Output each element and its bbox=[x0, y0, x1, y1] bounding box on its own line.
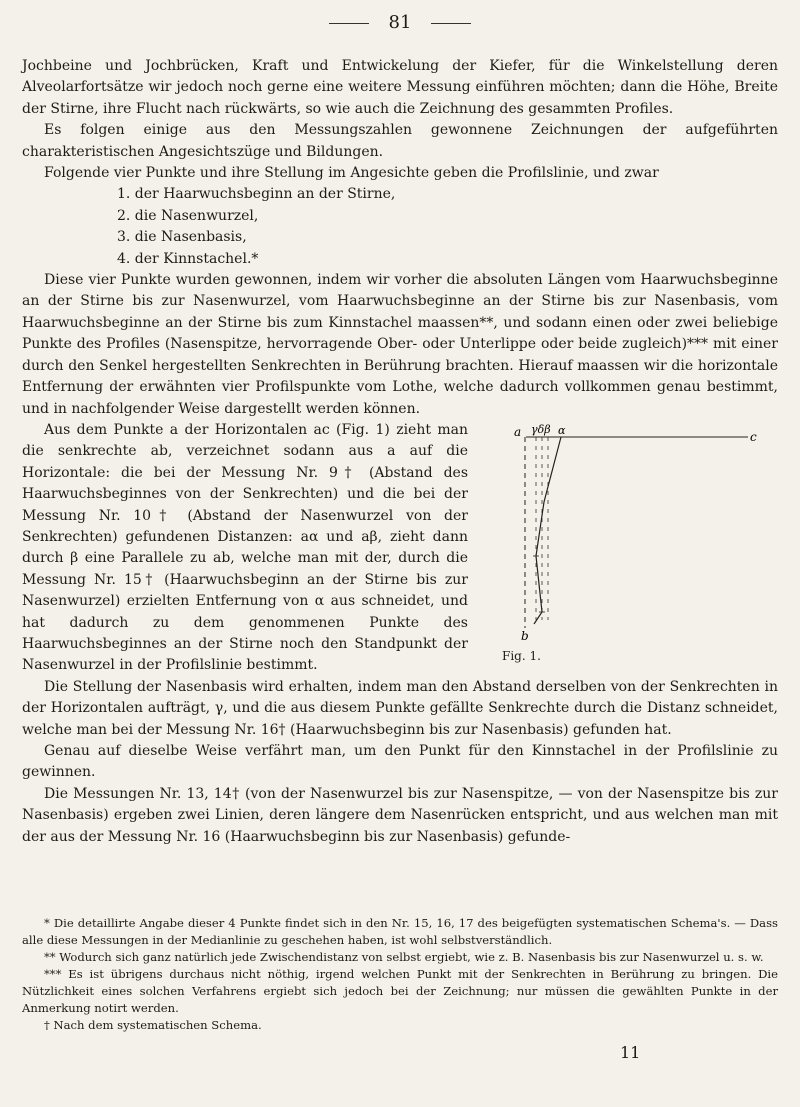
paragraph-1: Jochbeine und Jochbrücken, Kraft und Entwickelung der Kiefer, für die Winkelstellung deren Alveolarfortsätze wir jedoch noch gerne eine weitere Messung einführen möchten; dann die Höhe, Breite der Stirne, ihre Flucht nach rückwärts, so wie auch die Zeichnung des gesammten Profiles. bbox=[22, 58, 778, 117]
footnote: * Die detaillirte Angabe dieser 4 Punkte findet sich in den Nr. 15, 16, 17 des beigefügten systematischen Schema's. — Dass alle diese Messungen in der Medianlinie zu geschehen haben, ist wohl selbstverständlich. bbox=[22, 916, 778, 947]
paragraph-6: Die Stellung der Nasenbasis wird erhalten, indem man den Abstand derselben von der Senkrechten in der Horizontalen aufträgt, γ, und die aus diesem Punkte gefällte Senkrechte durch die Distanz schneidet, welche man bei der Messung Nr. 16† (Haarwuchsbeginn bis zur Nasenbasis) gefunden hat. bbox=[22, 678, 778, 738]
page-header bbox=[0, 12, 800, 33]
footnotes bbox=[22, 915, 778, 1034]
main-text bbox=[22, 56, 778, 848]
profile-line bbox=[534, 437, 561, 624]
page-number: 81 bbox=[388, 12, 412, 33]
label-a: a bbox=[514, 424, 522, 439]
label-b: b bbox=[521, 628, 529, 642]
paragraph-4: Diese vier Punkte wurden gewonnen, indem wir vorher die absoluten Längen vom Haarwuchsbeginne an der Stirne bis zur Nasenwurzel, vom Haarwuchsbeginne an der Stirne bis zur Nasenbasis, vom Haarwuchsbeginne an der Stirne bis zum Kinnstachel maassen**, und sodann einen oder zwei beliebige Punkte des Profiles (Nasenspitze, hervorragende Ober- oder Unterlippe oder beide zugleich)*** mit einer durch den Senkel hergestellten Senkrechten in Berührung brachten. Hierauf maassen wir die horizontale Entfernung der erwähnten vier Profilspunkte vom Lothe, welche dadurch vollkommen genau bestimmt, und in nachfolgender Weise dargestellt werden können. bbox=[22, 272, 778, 417]
list-item: 4. der Kinnstachel.* bbox=[117, 250, 259, 267]
label-c: c bbox=[750, 429, 757, 444]
footnote: *** Es ist übrigens durchaus nicht nöthig, irgend welchen Punkt mit der Senkrechten in Berührung zu bringen. Die Nützlichkeit eines solchen Verfahrens ergiebt sich jedoch bei der Zeichnung; nur müssen die gewählten Punkte in der Anmerkung notirt werden. bbox=[22, 967, 778, 1015]
footnote: † Nach dem systematischen Schema. bbox=[44, 1018, 262, 1032]
footnote: ** Wodurch sich ganz natürlich jede Zwischendistanz von selbst ergiebt, wie z. B. Nasenbasis bis zur Nasenwurzel u. s. w. bbox=[44, 950, 764, 964]
figure-caption: Fig. 1. bbox=[502, 648, 541, 663]
profile-diagram bbox=[478, 424, 778, 642]
paragraph-8: Die Messungen Nr. 13, 14† (von der Nasenwurzel bis zur Nasenspitze, — von der Nasenspitze bis zur Nasenbasis) ergeben zwei Linien, deren längere dem Nasenrücken entspricht, und aus welchen man mit der aus der Messung Nr. 16 (Haarwuchsbeginn bis zur Nasenbasis) gefunde- bbox=[22, 785, 778, 845]
label-alpha: α bbox=[558, 423, 566, 437]
list-item: 2. die Nasenwurzel, bbox=[117, 207, 259, 224]
figure-1 bbox=[478, 423, 778, 663]
profile-points-list bbox=[117, 184, 778, 270]
list-item: 1. der Haarwuchsbeginn an der Stirne, bbox=[117, 186, 396, 203]
header-rule-right bbox=[431, 23, 471, 24]
label-gamma-delta-beta: γδβ bbox=[531, 423, 551, 436]
header-rule-left bbox=[329, 23, 369, 24]
list-item: 3. die Nasenbasis, bbox=[117, 229, 247, 246]
paragraph-5: Aus dem Punkte a der Horizontalen ac (Fig. 1) zieht man die senkrechte ab, verzeichnet sodann aus a auf die Horizontale: die bei der Messung Nr. 9† (Abstand des Haarwuchsbeginnes von der Senkrechten) und die bei der Messung Nr. 10† (Abstand der Nasenwurzel von der Senkrechten) gefundenen Distanzen: aα und aβ, zieht dann durch β eine Parallele zu ab, welche man mit der, durch die Messung Nr. 15† (Haarwuchsbeginn an der Stirne bis zur Nasenwurzel) erzielten Entfernung von α aus schneidet, und hat dadurch zu dem genommenen Punkte des Haarwuchsbeginnes an der Stirne noch den Standpunkt der Nasenwurzel in der Profilslinie bestimmt. bbox=[22, 421, 469, 674]
paragraph-2: Es folgen einige aus den Messungszahlen gewonnene Zeichnungen der aufgeführten charakteristischen Angesichtszüge und Bildungen. bbox=[22, 122, 778, 160]
paragraph-7: Genau auf dieselbe Weise verfährt man, um den Punkt für den Kinnstachel in der Profilslinie zu gewinnen. bbox=[22, 743, 778, 781]
signature-mark: 11 bbox=[620, 1043, 641, 1062]
paragraph-3: Folgende vier Punkte und ihre Stellung im Angesichte geben die Profilslinie, und zwar bbox=[44, 165, 659, 182]
